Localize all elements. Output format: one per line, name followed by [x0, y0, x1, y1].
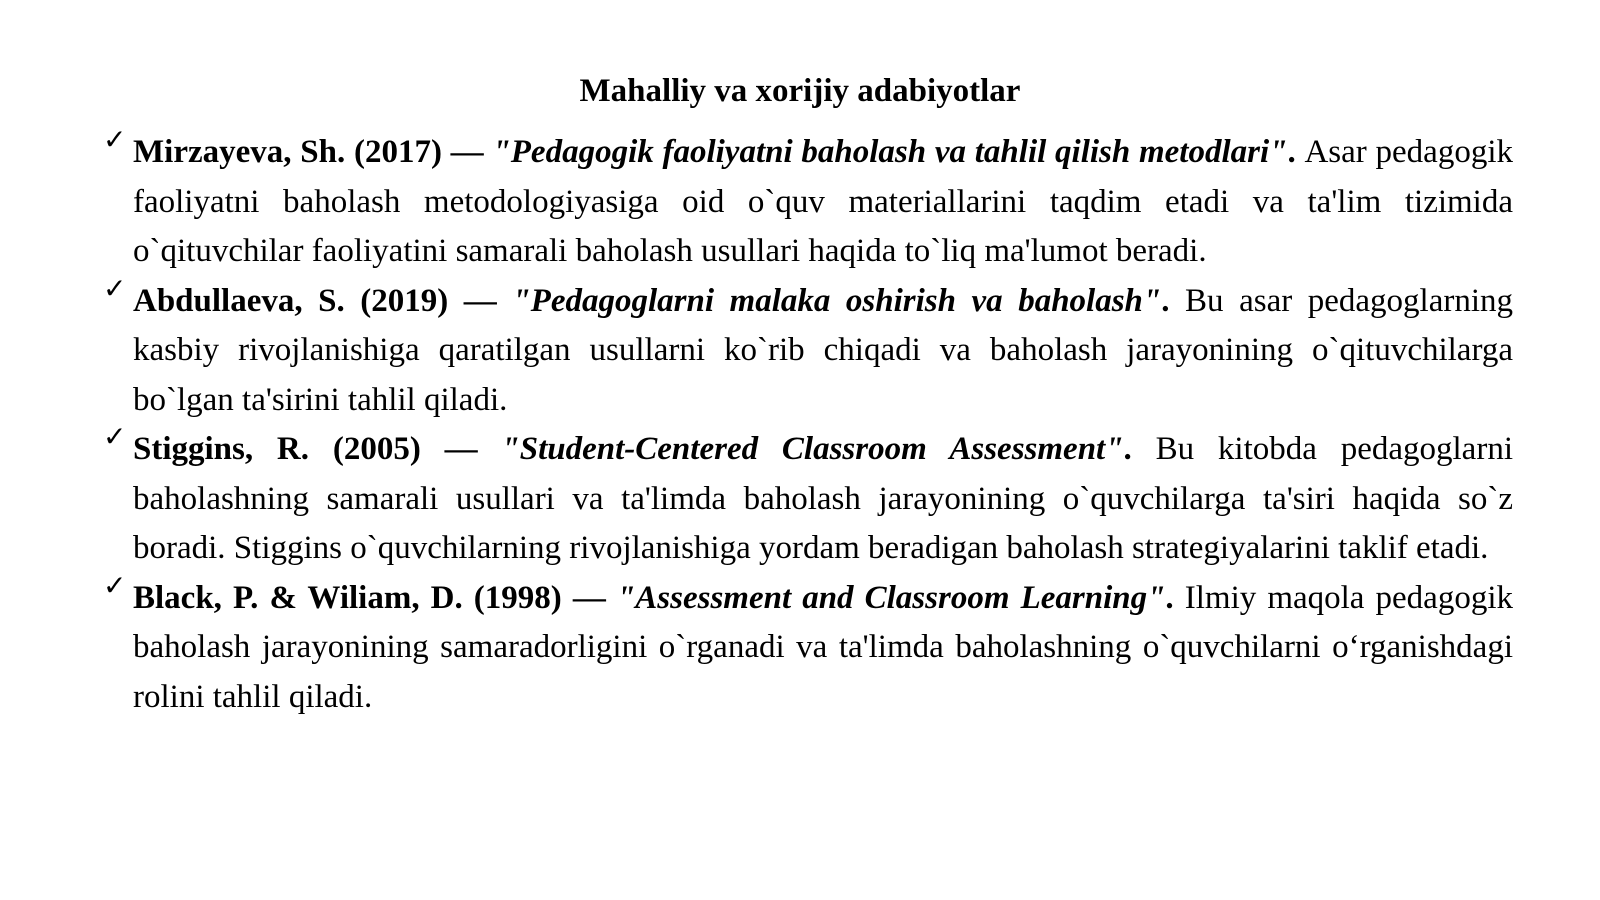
- page-title: Mahalliy va xorijiy adabiyotlar: [579, 73, 1021, 109]
- checkmark-icon: ✓: [103, 271, 127, 305]
- reference-description: Bu asar pedagoglarning kasbiy rivojlanishiga qaratilgan usullarni ko`rib chiqadi va baholash jarayonining o`qituvchilarga bo`lgan ta'sirini tahlil qiladi.: [133, 282, 1514, 418]
- reference-item-mirzayeva: [103, 123, 1513, 277]
- reference-description: Ilmiy maqola pedagogik baholash jarayonining samaradorligini o`rganadi va ta'limda baholashning o`quvchilarni o‘rganishdagi rolini tahlil qiladi.: [133, 579, 1513, 715]
- checkmark-icon: ✓: [103, 420, 127, 453]
- reference-description: Asar pedagogik faoliyatni baholash metodologiyasiga oid o`quv materiallarini taqdim etadi va ta'lim tizimida o`qituvchilar faoliyatini samarali baholash usullari haqida to`liq ma'lumot beradi.: [133, 134, 1513, 269]
- reference-author: Stiggins, R. (2005) —: [133, 431, 502, 467]
- reference-title: "Pedagoglarni malaka oshirish va baholash": [512, 282, 1162, 319]
- reference-item-black-wiliam: [103, 568, 1513, 723]
- reference-author: Abdullaeva, S. (2019) —: [133, 282, 513, 319]
- reference-list: [103, 123, 1514, 722]
- reference-title: "Pedagogik faoliyatni baholash va tahlil qilish metodlari": [492, 134, 1288, 170]
- reference-author: Black, P. & Wiliam, D. (1998) —: [133, 579, 617, 616]
- reference-item-stiggins: [103, 420, 1513, 574]
- reference-separator: .: [1123, 431, 1156, 467]
- checkmark-icon: ✓: [103, 568, 127, 602]
- reference-separator: .: [1165, 579, 1185, 616]
- reference-title: "Student-Centered Classroom Assessment": [501, 431, 1124, 467]
- reference-item-abdullaeva: [103, 271, 1514, 426]
- reference-title: "Assessment and Classroom Learning": [616, 579, 1166, 616]
- reference-separator: .: [1287, 134, 1305, 170]
- reference-separator: .: [1161, 282, 1186, 319]
- checkmark-icon: ✓: [103, 123, 127, 156]
- reference-description: Bu kitobda pedagoglarni baholashning samarali usullari va ta'limda baholash jarayonining o`quvchilarga ta'siri haqida so`z boradi. Stiggins o`quvchilarning rivojlanishiga yordam beradigan baholash strategiyalarini taklif etadi.: [133, 431, 1513, 566]
- reference-author: Mirzayeva, Sh. (2017) —: [133, 134, 493, 170]
